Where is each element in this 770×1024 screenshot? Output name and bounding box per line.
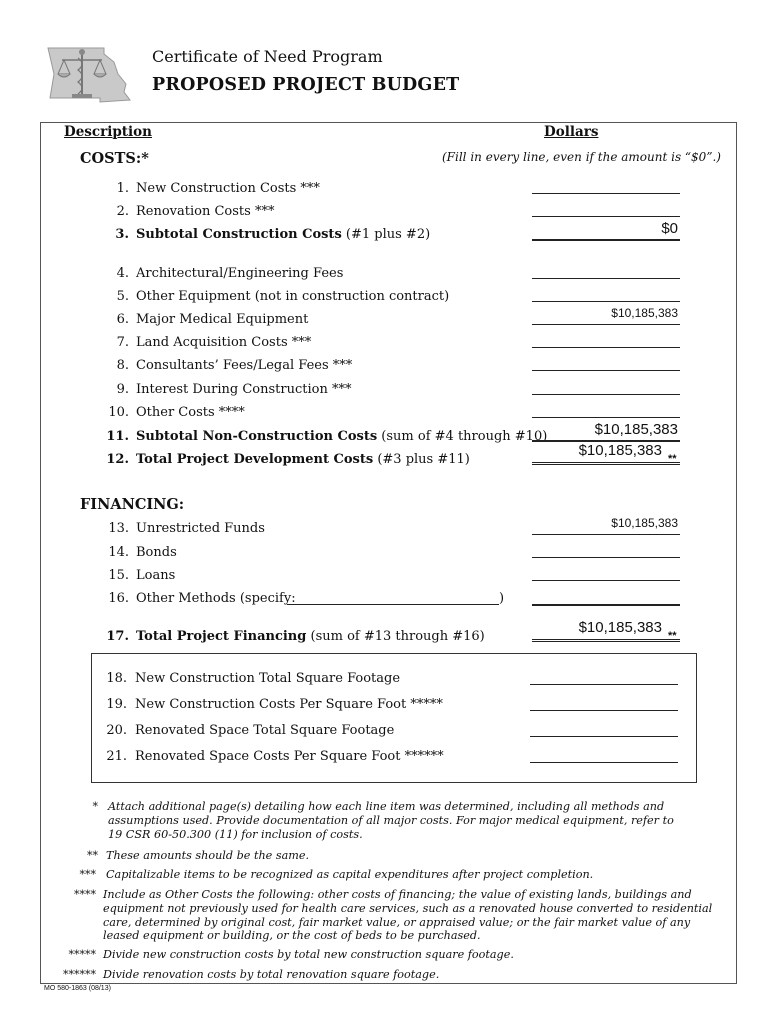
close-paren: ) (499, 591, 505, 606)
row-label-consultants-fees: Consultants’ Fees/Legal Fees *** (136, 358, 353, 373)
form-number: MO 580-1863 (08/13) (44, 985, 111, 992)
unrestricted-funds-value: $10,185,383 (611, 516, 678, 530)
row-label-subtotal-construction: Subtotal Construction Costs (#1 plus #2) (136, 227, 431, 242)
footnote-new-construction-divide: Divide new construction costs by total new construction square footage. (103, 948, 514, 961)
costs-heading: COSTS:* (80, 150, 149, 167)
row-number: 1. (116, 181, 129, 196)
row-number: 18. (106, 671, 127, 686)
row-number: 9. (116, 382, 129, 397)
footnote-mark: ****** (63, 968, 96, 981)
fill-instruction: (Fill in every line, even if the amount is “$0”.) (442, 150, 721, 164)
row-label-major-medical-equipment: Major Medical Equipment (136, 312, 309, 327)
row-label-architectural-fees: Architectural/Engineering Fees (136, 266, 344, 281)
bonds-amount-field[interactable] (532, 557, 680, 558)
other-costs-amount-field[interactable] (532, 417, 680, 418)
row-label-other-equipment: Other Equipment (not in construction contract) (136, 289, 450, 304)
row-number: 2. (116, 204, 129, 219)
row-label-land-acquisition: Land Acquisition Costs *** (136, 335, 312, 350)
loans-amount-field[interactable] (532, 580, 680, 581)
same-amount-mark: ** (668, 630, 677, 642)
renovation-amount-field[interactable] (532, 216, 680, 217)
total-development-amount-field[interactable] (532, 442, 680, 465)
same-amount-mark: ** (668, 453, 677, 465)
row-label-interest-during-construction: Interest During Construction *** (136, 382, 352, 397)
page-title: PROPOSED PROJECT BUDGET (152, 75, 460, 95)
row-number: 11. (106, 429, 129, 444)
row-label-total-development-costs: Total Project Development Costs (#3 plus #11) (136, 452, 470, 467)
row-number: 19. (106, 697, 127, 712)
row-label-unrestricted-funds: Unrestricted Funds (136, 521, 265, 536)
row-label-bonds: Bonds (136, 545, 177, 560)
row-label-total-project-financing: Total Project Financing (sum of #13 through #16) (136, 629, 485, 644)
total-financing-amount-field[interactable] (532, 619, 680, 642)
footnote-same-amounts: These amounts should be the same. (106, 849, 310, 862)
row-label-subtotal-non-construction: Subtotal Non-Construction Costs (sum of #4 through #10) (136, 429, 548, 444)
renovated-cost-per-sqft-field[interactable] (530, 762, 678, 763)
footnote-renovation-divide: Divide renovation costs by total renovation square footage. (103, 968, 440, 981)
row-number: 5. (116, 289, 129, 304)
row-number: 6. (116, 312, 129, 327)
row-number: 14. (108, 545, 129, 560)
dollars-column-header: Dollars (544, 124, 599, 140)
major-medical-equipment-amount-field[interactable] (532, 306, 680, 325)
row-number: 20. (106, 723, 127, 738)
renovated-sqft-field[interactable] (530, 736, 678, 737)
row-number: 8. (116, 358, 129, 373)
row-number: 4. (116, 266, 129, 281)
description-column-header: Description (64, 124, 152, 140)
footnote-mark: ** (87, 849, 98, 862)
row-number: 15. (108, 568, 129, 583)
architectural-fees-amount-field[interactable] (532, 278, 680, 279)
row-number: 16. (108, 591, 129, 606)
program-subtitle: Certificate of Need Program (152, 47, 383, 66)
other-methods-amount-field[interactable] (532, 604, 680, 606)
unrestricted-funds-amount-field[interactable] (532, 516, 680, 535)
row-label-renovated-cost-per-sqft: Renovated Space Costs Per Square Foot ****** (135, 749, 444, 764)
row-label-new-construction-sqft: New Construction Total Square Footage (135, 671, 401, 686)
row-label-other-methods: Other Methods (specify: (136, 591, 296, 606)
row-number: 3. (115, 227, 129, 242)
missouri-seal-logo (44, 44, 136, 106)
total-financing-value: $10,185,383 (578, 619, 662, 636)
row-number: 7. (116, 335, 129, 350)
subtotal-construction-value: $0 (661, 220, 678, 237)
footnote-attach-pages: Attach additional page(s) detailing how each line item was determined, including all methods and assumptions used. Provide documentation of all major costs. For major medical equipment, refer to 19 CSR 60-50.300 (11) for inclusion of costs. (108, 800, 674, 841)
footnote-mark: ***** (68, 948, 96, 961)
row-label-new-construction-cost-per-sqft: New Construction Costs Per Square Foot ***** (135, 697, 443, 712)
footnote-mark: *** (79, 868, 96, 881)
row-label-renovated-sqft: Renovated Space Total Square Footage (135, 723, 395, 738)
row-number: 17. (106, 629, 129, 644)
new-construction-amount-field[interactable] (532, 193, 680, 194)
row-label-loans: Loans (136, 568, 176, 583)
interest-amount-field[interactable] (532, 394, 680, 395)
new-construction-sqft-field[interactable] (530, 684, 678, 685)
row-number: 12. (106, 452, 129, 467)
subtotal-non-construction-value: $10,185,383 (594, 421, 678, 438)
footnote-mark: * (92, 800, 98, 813)
footnote-other-costs: Include as Other Costs the following: other costs of financing; the value of existing lands, buildings and equipment not previously used for health care services, such as a renovated house converted to residential care, determined by original cost, fair market value, or appraised value; or the fair market value of any leased equipment or building, or the cost of beds to be purchased. (103, 888, 713, 943)
consultants-fees-amount-field[interactable] (532, 370, 680, 371)
total-development-value: $10,185,383 (578, 442, 662, 459)
row-label-renovation: Renovation Costs *** (136, 204, 275, 219)
other-equipment-amount-field[interactable] (532, 301, 680, 302)
row-label-other-costs: Other Costs **** (136, 405, 245, 420)
row-number: 10. (108, 405, 129, 420)
row-label-new-construction: New Construction Costs *** (136, 181, 320, 196)
other-methods-specify-field[interactable] (287, 604, 499, 605)
financing-heading: FINANCING: (80, 496, 185, 513)
major-medical-equipment-value: $10,185,383 (611, 306, 678, 320)
footnote-capitalizable: Capitalizable items to be recognized as capital expenditures after project completion. (106, 868, 594, 881)
subtotal-construction-amount-field[interactable] (532, 220, 680, 241)
land-acquisition-amount-field[interactable] (532, 347, 680, 348)
footnote-mark: **** (74, 888, 96, 901)
row-number: 21. (106, 749, 127, 764)
row-number: 13. (108, 521, 129, 536)
new-construction-cost-per-sqft-field[interactable] (530, 710, 678, 711)
